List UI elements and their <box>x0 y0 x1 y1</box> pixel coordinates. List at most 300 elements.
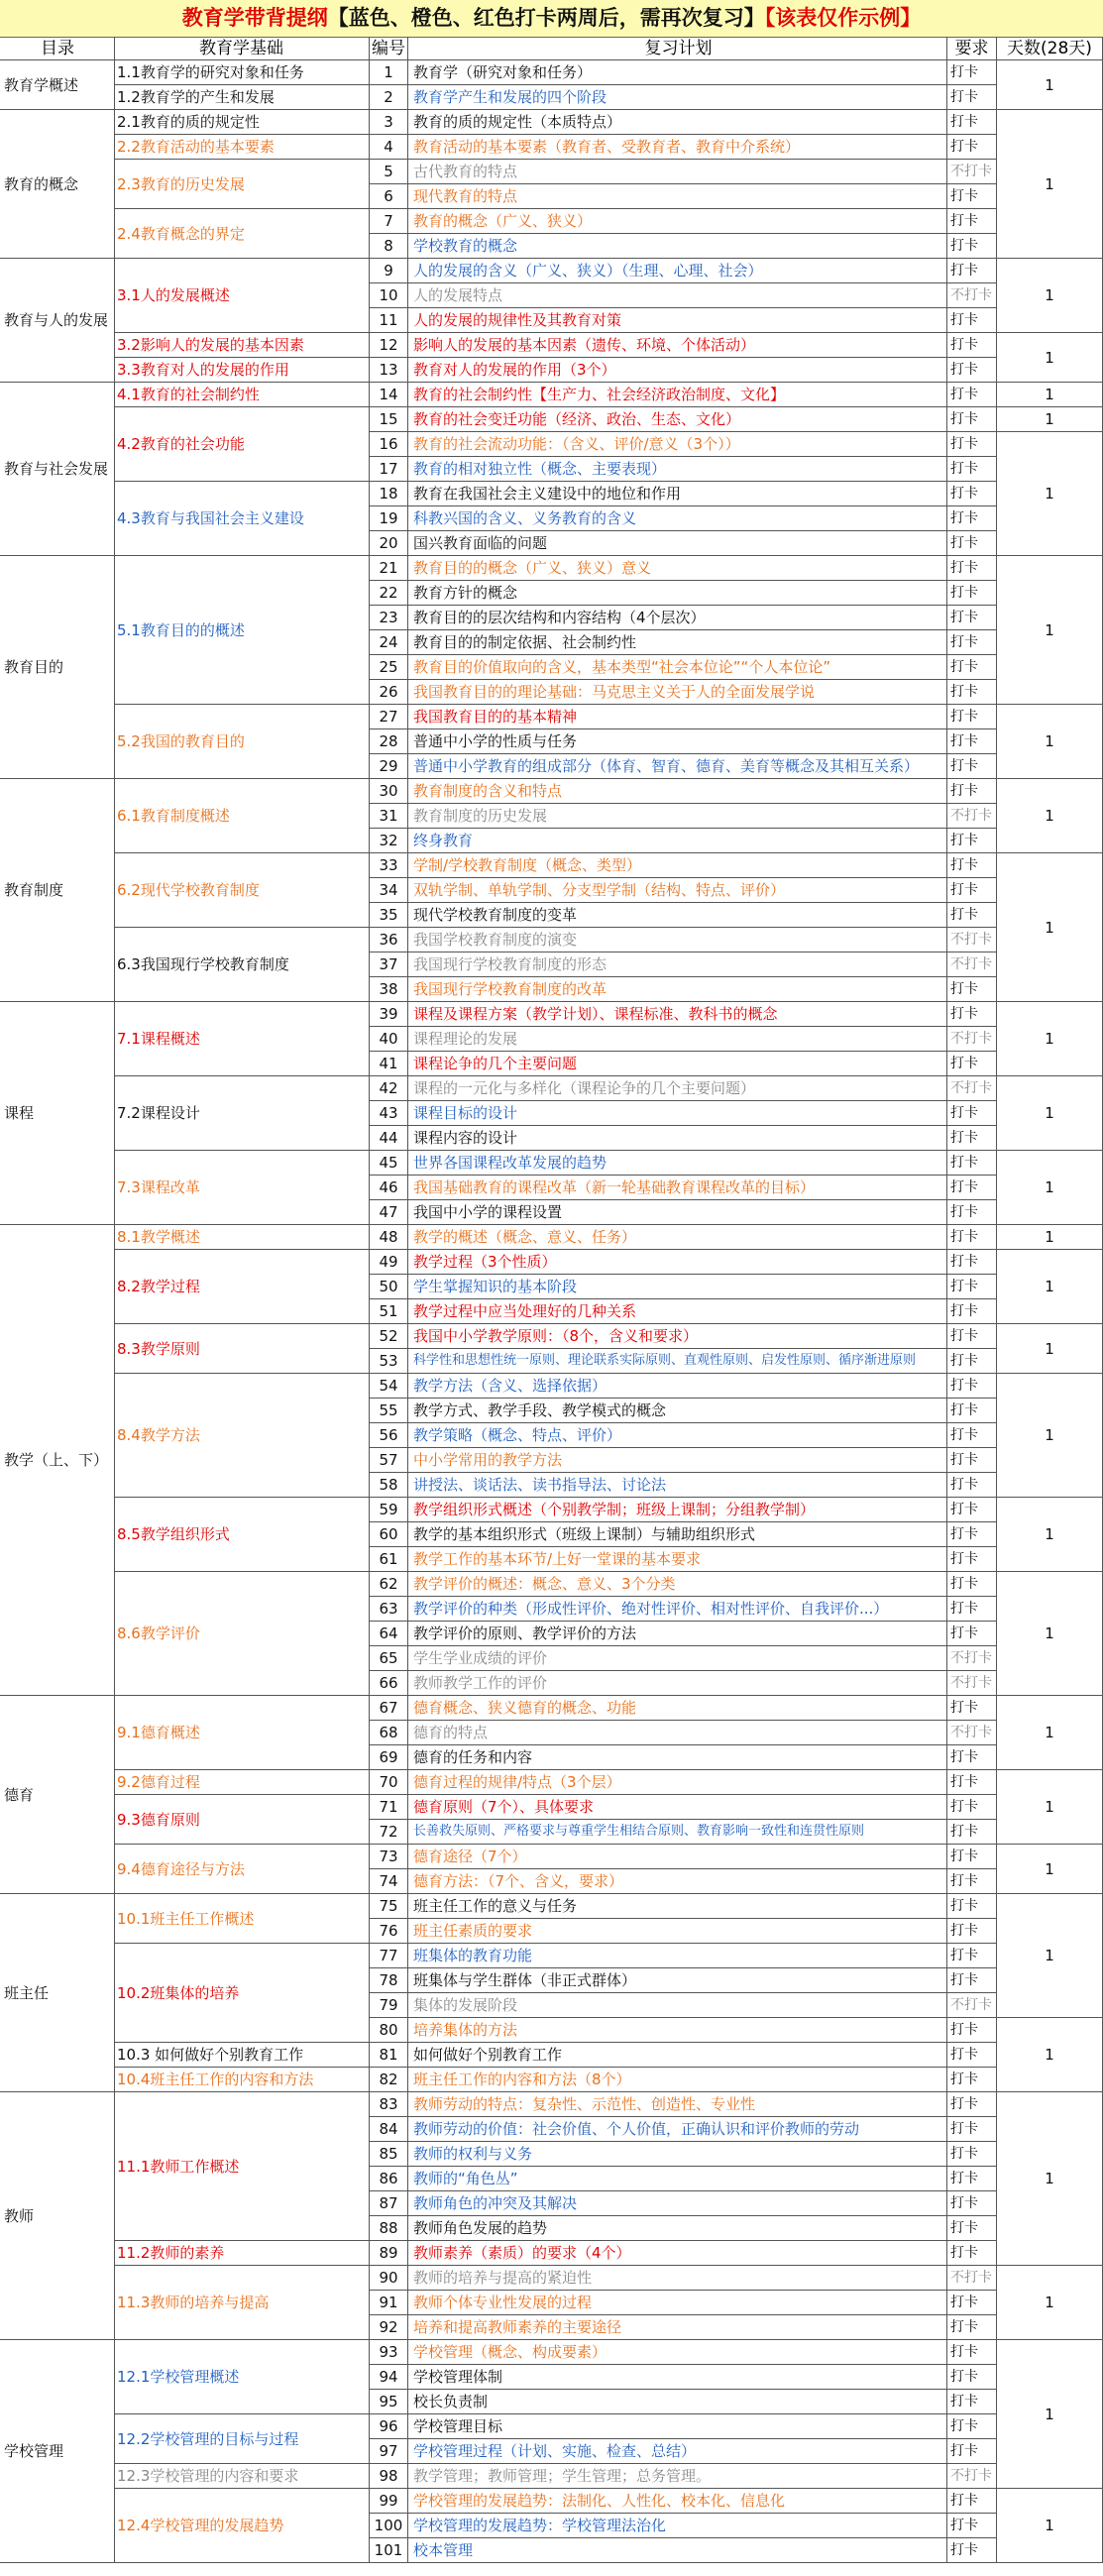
requirement-cell: 打卡 <box>947 1275 997 1299</box>
requirement-cell: 打卡 <box>947 1324 997 1349</box>
plan-item: 我国学校教育制度的演变 <box>408 928 947 952</box>
section-cell: 2.3教育的历史发展 <box>115 160 370 209</box>
requirement-cell: 打卡 <box>947 2241 997 2266</box>
item-number: 22 <box>370 581 408 606</box>
plan-item: 教师劳动的价值：社会价值、个人价值，正确认识和评价教师的劳动 <box>408 2117 947 2142</box>
requirement-cell: 打卡 <box>947 878 997 903</box>
requirement-cell: 打卡 <box>947 2340 997 2365</box>
requirement-cell: 打卡 <box>947 1622 997 1646</box>
plan-item: 教师劳动的特点：复杂性、示范性、创造性、专业性 <box>408 2092 947 2117</box>
requirement-cell: 打卡 <box>947 2489 997 2514</box>
item-number: 50 <box>370 1275 408 1299</box>
requirement-cell: 打卡 <box>947 829 997 853</box>
days-cell: 1 <box>997 1374 1103 1498</box>
chapter-cell: 德育 <box>0 1696 115 1894</box>
plan-item: 课程目标的设计 <box>408 1101 947 1126</box>
item-number: 67 <box>370 1696 408 1721</box>
plan-item: 教育制度的含义和特点 <box>408 779 947 804</box>
requirement-cell: 打卡 <box>947 903 997 928</box>
plan-item: 学校管理目标 <box>408 2414 947 2439</box>
requirement-cell: 打卡 <box>947 2018 997 2043</box>
requirement-cell: 打卡 <box>947 482 997 506</box>
chapter-cell: 教育的概念 <box>0 110 115 259</box>
item-number: 51 <box>370 1299 408 1324</box>
plan-item: 我国教育目的的基本精神 <box>408 705 947 729</box>
item-number: 3 <box>370 110 408 135</box>
item-number: 27 <box>370 705 408 729</box>
requirement-cell: 不打卡 <box>947 1076 997 1101</box>
days-cell: 1 <box>997 1845 1103 1894</box>
plan-item: 教学过程（3个性质） <box>408 1250 947 1275</box>
plan-item: 教育的社会流动功能：（含义、评价/意义（3个）） <box>408 432 947 457</box>
section-cell: 8.4教学方法 <box>115 1374 370 1498</box>
item-number: 65 <box>370 1646 408 1671</box>
item-number: 38 <box>370 977 408 1002</box>
item-number: 63 <box>370 1597 408 1622</box>
item-number: 23 <box>370 606 408 630</box>
section-cell: 4.2教育的社会功能 <box>115 407 370 482</box>
plan-item: 班主任工作的意义与任务 <box>408 1894 947 1919</box>
item-number: 45 <box>370 1151 408 1176</box>
plan-item: 教育在我国社会主义建设中的地位和作用 <box>408 482 947 506</box>
item-number: 54 <box>370 1374 408 1399</box>
requirement-cell: 打卡 <box>947 1151 997 1176</box>
item-number: 73 <box>370 1845 408 1869</box>
item-number: 25 <box>370 655 408 680</box>
chapter-cell: 教师 <box>0 2092 115 2340</box>
item-number: 34 <box>370 878 408 903</box>
section-cell: 8.3教学原则 <box>115 1324 370 1374</box>
requirement-cell: 打卡 <box>947 2365 997 2390</box>
item-number: 81 <box>370 2043 408 2068</box>
days-cell: 1 <box>997 407 1103 432</box>
requirement-cell: 打卡 <box>947 85 997 110</box>
section-cell: 9.3德育原则 <box>115 1795 370 1845</box>
item-number: 56 <box>370 1423 408 1448</box>
days-cell: 1 <box>997 1151 1103 1225</box>
plan-item: 班主任工作的内容和方法（8个） <box>408 2068 947 2092</box>
requirement-cell: 打卡 <box>947 2538 997 2563</box>
item-number: 47 <box>370 1200 408 1225</box>
item-number: 101 <box>370 2538 408 2563</box>
plan-item: 教育对人的发展的作用（3个） <box>408 358 947 383</box>
requirement-cell: 打卡 <box>947 2191 997 2216</box>
item-number: 12 <box>370 333 408 358</box>
outline-table <box>0 37 1103 2576</box>
plan-item: 科教兴国的含义、义务教育的含义 <box>408 506 947 531</box>
days-cell: 1 <box>997 1498 1103 1572</box>
chapter-cell: 教学（上、下） <box>0 1225 115 1696</box>
item-number: 78 <box>370 1968 408 1993</box>
plan-item: 教育目的的概念（广义、狭义）意义 <box>408 556 947 581</box>
requirement-cell: 打卡 <box>947 383 997 407</box>
item-number: 35 <box>370 903 408 928</box>
plan-item: 教学工作的基本环节/上好一堂课的基本要求 <box>408 1547 947 1572</box>
plan-item: 班集体与学生群体（非正式群体） <box>408 1968 947 1993</box>
requirement-cell: 不打卡 <box>947 928 997 952</box>
section-cell: 2.4教育概念的界定 <box>115 209 370 259</box>
days-cell: 1 <box>997 1250 1103 1324</box>
requirement-cell: 不打卡 <box>947 1646 997 1671</box>
plan-item: 教育学（研究对象和任务） <box>408 60 947 85</box>
plan-item: 教学评价的概述：概念、意义、3个分类 <box>408 1572 947 1597</box>
requirement-cell: 打卡 <box>947 110 997 135</box>
requirement-cell: 打卡 <box>947 606 997 630</box>
section-cell: 6.1教育制度概述 <box>115 779 370 853</box>
days-cell: 1 <box>997 1572 1103 1696</box>
plan-item: 德育概念、狭义德育的概念、功能 <box>408 1696 947 1721</box>
item-number: 19 <box>370 506 408 531</box>
requirement-cell: 打卡 <box>947 1968 997 1993</box>
plan-item: 学校管理（概念、构成要素） <box>408 2340 947 2365</box>
plan-item: 教学策略（概念、特点、评价） <box>408 1423 947 1448</box>
item-number: 48 <box>370 1225 408 1250</box>
section-cell: 3.3教育对人的发展的作用 <box>115 358 370 383</box>
days-cell: 1 <box>997 2266 1103 2340</box>
requirement-cell: 不打卡 <box>947 2266 997 2291</box>
chapter-cell: 教育与人的发展 <box>0 259 115 383</box>
item-number: 93 <box>370 2340 408 2365</box>
requirement-cell: 打卡 <box>947 259 997 283</box>
header-req: 要求 <box>947 37 997 60</box>
item-number: 17 <box>370 457 408 482</box>
item-number: 20 <box>370 531 408 556</box>
item-number: 58 <box>370 1473 408 1498</box>
requirement-cell: 打卡 <box>947 1473 997 1498</box>
item-number: 28 <box>370 729 408 754</box>
plan-item: 学生学业成绩的评价 <box>408 1646 947 1671</box>
item-number: 16 <box>370 432 408 457</box>
plan-item: 德育方法：（7个、含义，要求） <box>408 1869 947 1894</box>
header-dir: 目录 <box>0 37 115 60</box>
plan-item: 教育的质的规定性（本质特点） <box>408 110 947 135</box>
requirement-cell: 打卡 <box>947 1399 997 1423</box>
requirement-cell: 打卡 <box>947 1944 997 1968</box>
plan-item: 影响人的发展的基本因素（遗传、环境、个体活动） <box>408 333 947 358</box>
item-number: 57 <box>370 1448 408 1473</box>
days-cell: 1 <box>997 705 1103 779</box>
item-number: 53 <box>370 1349 408 1374</box>
plan-item: 学校管理的发展趋势：法制化、人性化、校本化、信息化 <box>408 2489 947 2514</box>
section-cell: 6.3我国现行学校教育制度 <box>115 928 370 1002</box>
requirement-cell: 打卡 <box>947 2514 997 2538</box>
section-cell: 3.2影响人的发展的基本因素 <box>115 333 370 358</box>
item-number: 79 <box>370 1993 408 2018</box>
requirement-cell: 打卡 <box>947 779 997 804</box>
header-plan: 复习计划 <box>408 37 947 60</box>
days-cell: 1 <box>997 1324 1103 1374</box>
plan-item: 学制/学校教育制度（概念、类型） <box>408 853 947 878</box>
days-cell: 1 <box>997 2018 1103 2092</box>
plan-item: 我国现行学校教育制度的改革 <box>408 977 947 1002</box>
days-cell: 1 <box>997 1696 1103 1770</box>
item-number: 68 <box>370 1721 408 1745</box>
item-number: 70 <box>370 1770 408 1795</box>
requirement-cell: 打卡 <box>947 1299 997 1324</box>
plan-item: 现代教育的特点 <box>408 184 947 209</box>
requirement-cell: 打卡 <box>947 705 997 729</box>
chapter-cell: 教育与社会发展 <box>0 383 115 556</box>
plan-item: 课程及课程方案（教学计划）、课程标准、教科书的概念 <box>408 1002 947 1027</box>
requirement-cell: 打卡 <box>947 556 997 581</box>
requirement-cell: 打卡 <box>947 432 997 457</box>
item-number: 14 <box>370 383 408 407</box>
plan-item: 教育目的价值取向的含义，基本类型“社会本位论”“个人本位论” <box>408 655 947 680</box>
plan-item: 课程理论的发展 <box>408 1027 947 1052</box>
item-number: 40 <box>370 1027 408 1052</box>
plan-item: 教学过程中应当处理好的几种关系 <box>408 1299 947 1324</box>
item-number: 88 <box>370 2216 408 2241</box>
section-cell: 10.3 如何做好个别教育工作 <box>115 2043 370 2068</box>
requirement-cell: 打卡 <box>947 1126 997 1151</box>
item-number: 29 <box>370 754 408 779</box>
item-number: 1 <box>370 60 408 85</box>
plan-item: 德育过程的规律/特点（3个层） <box>408 1770 947 1795</box>
item-number: 5 <box>370 160 408 184</box>
requirement-cell: 打卡 <box>947 506 997 531</box>
requirement-cell: 打卡 <box>947 1820 997 1845</box>
section-cell: 9.4德育途径与方法 <box>115 1845 370 1894</box>
plan-item: 教师的权利与义务 <box>408 2142 947 2167</box>
requirement-cell: 打卡 <box>947 2092 997 2117</box>
section-cell: 11.1教师工作概述 <box>115 2092 370 2241</box>
chapter-cell: 教育制度 <box>0 779 115 1002</box>
item-number: 83 <box>370 2092 408 2117</box>
requirement-cell: 打卡 <box>947 1919 997 1944</box>
item-number: 97 <box>370 2439 408 2464</box>
plan-item: 我国中小学教学原则：（8个，含义和要求） <box>408 1324 947 1349</box>
item-number: 77 <box>370 1944 408 1968</box>
section-cell: 11.3教师的培养与提高 <box>115 2266 370 2340</box>
plan-item: 教学评价的原则、教学评价的方法 <box>408 1622 947 1646</box>
plan-item: 普通中小学的性质与任务 <box>408 729 947 754</box>
item-number: 91 <box>370 2291 408 2315</box>
section-cell: 12.3学校管理的内容和要求 <box>115 2464 370 2489</box>
requirement-cell: 打卡 <box>947 1374 997 1399</box>
chapter-cell: 班主任 <box>0 1894 115 2092</box>
requirement-cell: 打卡 <box>947 1696 997 1721</box>
plan-item: 我国现行学校教育制度的形态 <box>408 952 947 977</box>
item-number: 2 <box>370 85 408 110</box>
requirement-cell: 打卡 <box>947 853 997 878</box>
item-number: 84 <box>370 2117 408 2142</box>
requirement-cell: 打卡 <box>947 1869 997 1894</box>
days-cell: 1 <box>997 853 1103 1002</box>
plan-item: 教育方针的概念 <box>408 581 947 606</box>
requirement-cell: 打卡 <box>947 1572 997 1597</box>
item-number: 75 <box>370 1894 408 1919</box>
requirement-cell: 打卡 <box>947 2414 997 2439</box>
requirement-cell: 打卡 <box>947 1795 997 1820</box>
item-number: 49 <box>370 1250 408 1275</box>
requirement-cell: 打卡 <box>947 1250 997 1275</box>
requirement-cell: 打卡 <box>947 60 997 85</box>
requirement-cell: 不打卡 <box>947 952 997 977</box>
section-cell: 5.2我国的教育目的 <box>115 705 370 779</box>
plan-item: 教学的概述（概念、意义、任务） <box>408 1225 947 1250</box>
requirement-cell: 打卡 <box>947 333 997 358</box>
requirement-cell: 打卡 <box>947 581 997 606</box>
plan-item: 教育的社会变迁功能（经济、政治、生态、文化） <box>408 407 947 432</box>
plan-item: 科学性和思想性统一原则、理论联系实际原则、直观性原则、启发性原则、循序渐进原则 <box>408 1349 947 1374</box>
requirement-cell: 打卡 <box>947 1845 997 1869</box>
section-cell: 5.1教育目的的概述 <box>115 556 370 705</box>
requirement-cell: 不打卡 <box>947 2464 997 2489</box>
item-number: 10 <box>370 283 408 308</box>
requirement-cell: 打卡 <box>947 977 997 1002</box>
plan-item: 德育的特点 <box>408 1721 947 1745</box>
requirement-cell: 打卡 <box>947 234 997 259</box>
plan-item: 校长负责制 <box>408 2390 947 2414</box>
item-number: 39 <box>370 1002 408 1027</box>
requirement-cell: 打卡 <box>947 2043 997 2068</box>
item-number: 96 <box>370 2414 408 2439</box>
plan-item: 班集体的教育功能 <box>408 1944 947 1968</box>
plan-item: 班主任素质的要求 <box>408 1919 947 1944</box>
plan-item: 普通中小学教育的组成部分（体育、智育、德育、美育等概念及其相互关系） <box>408 754 947 779</box>
plan-item: 双轨学制、单轨学制、分支型学制（结构、特点、评价） <box>408 878 947 903</box>
section-cell: 9.2德育过程 <box>115 1770 370 1795</box>
requirement-cell: 打卡 <box>947 1745 997 1770</box>
plan-item: 教育学产生和发展的四个阶段 <box>408 85 947 110</box>
days-cell: 1 <box>997 1002 1103 1076</box>
section-cell: 10.4班主任工作的内容和方法 <box>115 2068 370 2092</box>
plan-item: 校本管理 <box>408 2538 947 2563</box>
plan-item: 教育活动的基本要素（教育者、受教育者、教育中介系统） <box>408 135 947 160</box>
days-cell: 1 <box>997 1225 1103 1250</box>
plan-item: 我国中小学的课程设置 <box>408 1200 947 1225</box>
requirement-cell: 不打卡 <box>947 283 997 308</box>
sheet-title <box>0 0 1103 38</box>
requirement-cell: 打卡 <box>947 1423 997 1448</box>
days-cell: 1 <box>997 779 1103 853</box>
item-number: 100 <box>370 2514 408 2538</box>
plan-item: 人的发展的规律性及其教育对策 <box>408 308 947 333</box>
days-cell: 1 <box>997 2340 1103 2489</box>
item-number: 87 <box>370 2191 408 2216</box>
header-days: 天数(28天) <box>997 37 1103 60</box>
requirement-cell: 不打卡 <box>947 1671 997 1696</box>
item-number: 85 <box>370 2142 408 2167</box>
requirement-cell: 打卡 <box>947 1200 997 1225</box>
item-number: 82 <box>370 2068 408 2092</box>
title-note: 【蓝色、橙色、红色打卡两周后，需再次复习】 <box>327 6 765 30</box>
requirement-cell: 打卡 <box>947 1052 997 1076</box>
plan-item: 培养集体的方法 <box>408 2018 947 2043</box>
plan-item: 教师的培养与提高的紧迫性 <box>408 2266 947 2291</box>
plan-item: 教学的基本组织形式（班级上课制）与辅助组织形式 <box>408 1522 947 1547</box>
plan-item: 教育的相对独立性（概念、主要表现） <box>408 457 947 482</box>
item-number: 9 <box>370 259 408 283</box>
item-number: 42 <box>370 1076 408 1101</box>
item-number: 31 <box>370 804 408 829</box>
requirement-cell: 打卡 <box>947 2167 997 2191</box>
plan-item: 教育目的的层次结构和内容结构（4个层次） <box>408 606 947 630</box>
plan-item: 教育的社会制约性【生产力、社会经济政治制度、文化】 <box>408 383 947 407</box>
requirement-cell: 打卡 <box>947 184 997 209</box>
plan-item: 教师角色的冲突及其解决 <box>408 2191 947 2216</box>
plan-item: 世界各国课程改革发展的趋势 <box>408 1151 947 1176</box>
item-number: 52 <box>370 1324 408 1349</box>
plan-item: 教师教学工作的评价 <box>408 1671 947 1696</box>
days-cell: 1 <box>997 60 1103 110</box>
chapter-cell: 学校管理 <box>0 2340 115 2563</box>
requirement-cell: 打卡 <box>947 1002 997 1027</box>
requirement-cell: 打卡 <box>947 531 997 556</box>
item-number: 8 <box>370 234 408 259</box>
section-cell: 12.2学校管理的目标与过程 <box>115 2414 370 2464</box>
plan-item: 学校管理的发展趋势：学校管理法治化 <box>408 2514 947 2538</box>
days-cell: 1 <box>997 2489 1103 2563</box>
requirement-cell: 不打卡 <box>947 1993 997 2018</box>
section-cell: 7.1课程概述 <box>115 1002 370 1076</box>
plan-item: 教育的概念（广义、狭义） <box>408 209 947 234</box>
days-cell: 1 <box>997 556 1103 705</box>
requirement-cell: 打卡 <box>947 1770 997 1795</box>
item-number: 74 <box>370 1869 408 1894</box>
item-number: 64 <box>370 1622 408 1646</box>
section-cell: 12.1学校管理概述 <box>115 2340 370 2414</box>
requirement-cell: 不打卡 <box>947 160 997 184</box>
requirement-cell: 打卡 <box>947 407 997 432</box>
section-cell: 8.1教学概述 <box>115 1225 370 1250</box>
item-number: 94 <box>370 2365 408 2390</box>
item-number: 21 <box>370 556 408 581</box>
requirement-cell: 打卡 <box>947 655 997 680</box>
requirement-cell: 打卡 <box>947 2068 997 2092</box>
item-number: 15 <box>370 407 408 432</box>
item-number: 37 <box>370 952 408 977</box>
header-section: 教育学基础 <box>115 37 370 60</box>
section-cell: 10.1班主任工作概述 <box>115 1894 370 1944</box>
item-number: 69 <box>370 1745 408 1770</box>
plan-item: 如何做好个别教育工作 <box>408 2043 947 2068</box>
item-number: 59 <box>370 1498 408 1522</box>
plan-item: 教师素养（素质）的要求（4个） <box>408 2241 947 2266</box>
plan-item: 我国基础教育的课程改革（新一轮基础教育课程改革的目标） <box>408 1176 947 1200</box>
plan-item: 学校管理过程（计划、实施、检查、总结） <box>408 2439 947 2464</box>
item-number: 13 <box>370 358 408 383</box>
item-number: 32 <box>370 829 408 853</box>
requirement-cell: 打卡 <box>947 1448 997 1473</box>
plan-item: 教师角色发展的趋势 <box>408 2216 947 2241</box>
section-cell: 3.1人的发展概述 <box>115 259 370 333</box>
plan-item: 国兴教育面临的问题 <box>408 531 947 556</box>
requirement-cell: 不打卡 <box>947 1027 997 1052</box>
section-cell: 4.3教育与我国社会主义建设 <box>115 482 370 556</box>
header-num: 编号 <box>370 37 408 60</box>
item-number: 86 <box>370 2167 408 2191</box>
requirement-cell: 打卡 <box>947 1176 997 1200</box>
item-number: 46 <box>370 1176 408 1200</box>
chapter-cell: 教育目的 <box>0 556 115 779</box>
requirement-cell: 打卡 <box>947 1522 997 1547</box>
requirement-cell: 打卡 <box>947 308 997 333</box>
requirement-cell: 打卡 <box>947 358 997 383</box>
requirement-cell: 打卡 <box>947 1597 997 1622</box>
section-cell: 9.1德育概述 <box>115 1696 370 1770</box>
section-cell: 2.2教育活动的基本要素 <box>115 135 370 160</box>
plan-item: 课程的一元化与多样化（课程论争的几个主要问题） <box>408 1076 947 1101</box>
days-cell: 1 <box>997 1770 1103 1845</box>
plan-item: 培养和提高教师素养的主要途径 <box>408 2315 947 2340</box>
section-cell: 12.4学校管理的发展趋势 <box>115 2489 370 2563</box>
item-number: 33 <box>370 853 408 878</box>
requirement-cell: 打卡 <box>947 2216 997 2241</box>
item-number: 62 <box>370 1572 408 1597</box>
requirement-cell: 打卡 <box>947 2142 997 2167</box>
item-number: 44 <box>370 1126 408 1151</box>
